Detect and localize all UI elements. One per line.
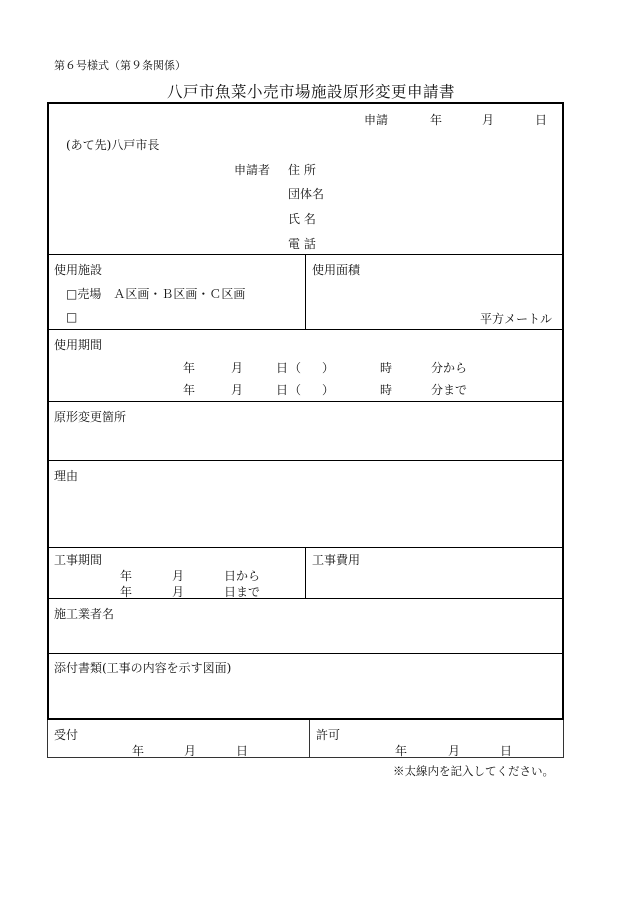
reason-label: 理由 xyxy=(54,469,79,483)
work-from-month: 月 xyxy=(172,569,185,583)
work-from-day: 日から xyxy=(224,569,261,583)
permit-label: 許可 xyxy=(316,728,341,742)
date-month-label: 月 xyxy=(482,113,495,127)
facility-label: 使用施設 xyxy=(54,263,103,277)
period-from-minute: 分から xyxy=(431,361,468,375)
permit-day: 日 xyxy=(500,744,513,758)
area-label: 使用面積 xyxy=(312,263,361,277)
period-from-paren-open: （ xyxy=(289,361,302,375)
divider-contractor xyxy=(48,653,563,654)
divider-facility xyxy=(48,329,563,330)
period-from-hour: 時 xyxy=(380,361,393,375)
work-to-day: 日まで xyxy=(224,585,261,599)
period-to-paren-open: （ xyxy=(289,383,302,397)
receipt-year: 年 xyxy=(132,744,145,758)
facility-option-other[interactable]: □ xyxy=(66,310,78,324)
period-from-year: 年 xyxy=(183,361,196,375)
divider-work-cost xyxy=(305,547,306,598)
area-unit: 平方メートル xyxy=(480,312,553,326)
bottom-right-edge xyxy=(563,720,564,757)
period-to-hour: 時 xyxy=(380,383,393,397)
facility-option-market[interactable]: □売場 Ａ区画・Ｂ区画・Ｃ区画 xyxy=(66,287,246,301)
contractor-label: 施工業者名 xyxy=(54,607,115,621)
date-year-label: 年 xyxy=(430,113,443,127)
period-from-paren-close: ） xyxy=(322,361,335,375)
form-number: 第６号様式（第９条関係） xyxy=(54,59,186,72)
date-prefix: 申請 xyxy=(364,113,389,127)
period-label: 使用期間 xyxy=(54,338,103,352)
work-to-month: 月 xyxy=(172,585,185,599)
applicant-label: 申請者 xyxy=(234,163,271,177)
period-to-paren-close: ） xyxy=(322,383,335,397)
period-to-minute: 分まで xyxy=(431,383,468,397)
page-title: 八戸市魚菜小売市場施設原形変更申請書 xyxy=(167,83,456,101)
permit-month: 月 xyxy=(448,744,461,758)
receipt-label: 受付 xyxy=(54,728,79,742)
org-label: 団体名 xyxy=(288,187,325,201)
attachments-label: 添付書類(工事の内容を示す図面) xyxy=(54,661,232,675)
period-from-month: 月 xyxy=(231,361,244,375)
receipt-month: 月 xyxy=(184,744,197,758)
bottom-mid-divider xyxy=(309,720,310,757)
period-to-month: 月 xyxy=(231,383,244,397)
receipt-day: 日 xyxy=(236,744,249,758)
date-day-label: 日 xyxy=(535,113,548,127)
bottom-left-edge xyxy=(47,720,48,757)
footnote: ※太線内を記入してください。 xyxy=(393,764,554,778)
period-to-day: 日 xyxy=(276,383,289,397)
work-period-label: 工事期間 xyxy=(54,553,103,567)
permit-year: 年 xyxy=(395,744,408,758)
divider-change xyxy=(48,460,563,461)
period-to-year: 年 xyxy=(183,383,196,397)
addressee: (あて先)八戸市長 xyxy=(66,138,160,152)
work-cost-label: 工事費用 xyxy=(312,553,361,567)
period-from-day: 日 xyxy=(276,361,289,375)
change-location-label: 原形変更箇所 xyxy=(54,410,127,424)
address-label: 住 所 xyxy=(288,163,316,177)
name-label: 氏 名 xyxy=(288,212,316,226)
bottom-line xyxy=(47,757,564,758)
phone-label: 電 話 xyxy=(288,237,316,251)
work-to-year: 年 xyxy=(120,585,133,599)
divider-period xyxy=(48,401,563,402)
work-from-year: 年 xyxy=(120,569,133,583)
divider-facility-area xyxy=(305,254,306,329)
